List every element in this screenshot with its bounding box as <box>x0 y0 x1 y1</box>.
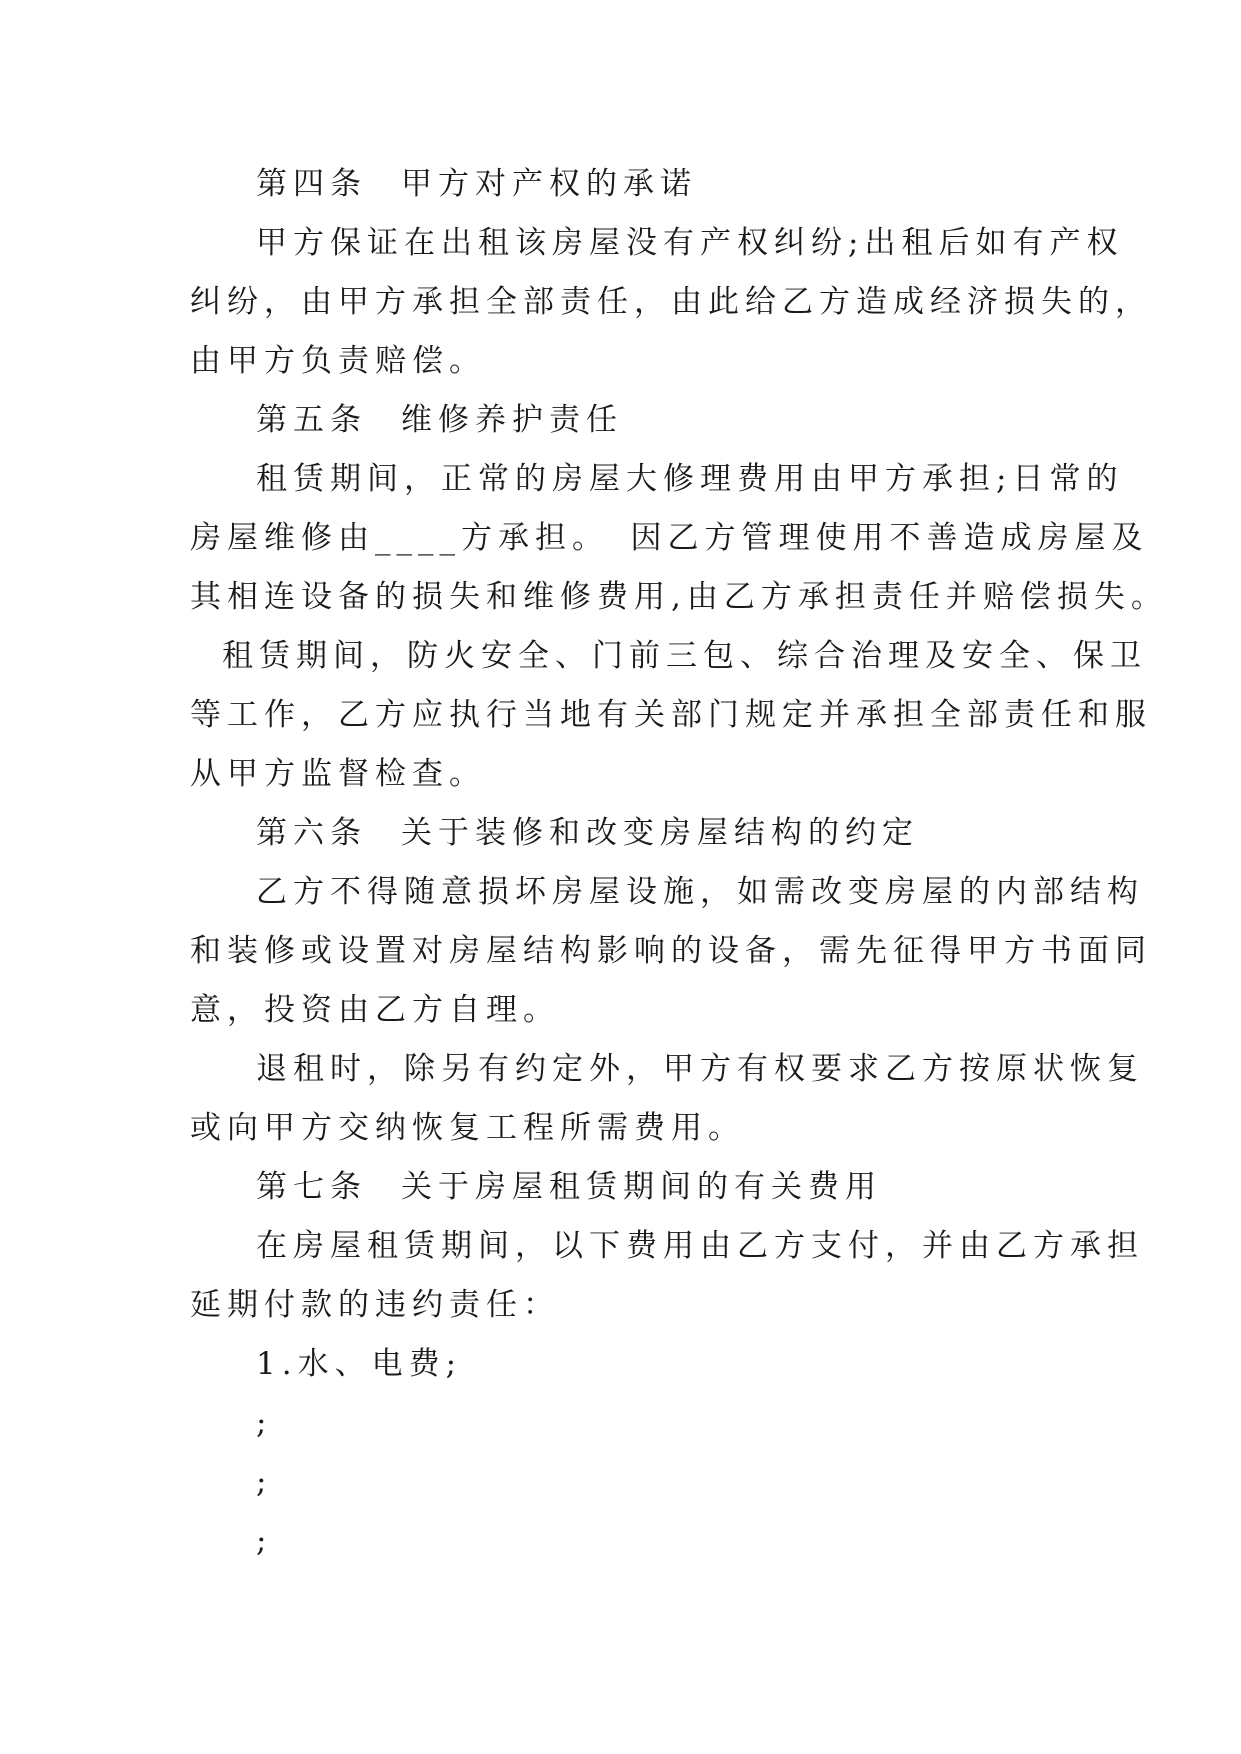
article-4-number: 第四条 <box>256 166 367 202</box>
article-5-paragraph-line: 租赁期间，防火安全、门前三包、综合治理及安全、保卫 <box>222 638 1147 674</box>
article-4-paragraph-line: 甲方保证在出租该房屋没有产权纠纷;出租后如有产权 <box>256 225 1124 261</box>
article-6-heading <box>190 804 1060 863</box>
article-4-title: 甲方对产权的承诺 <box>401 166 697 202</box>
article-5-paragraph-line: 房屋维修由____方承担。 因乙方管理使用不善造成房屋及 <box>190 520 1149 556</box>
article-7-title: 关于房屋租赁期间的有关费用 <box>401 1169 882 1205</box>
article-5-paragraph-line: 其相连设备的损失和维修费用,由乙方承担责任并赔偿损失。 <box>190 579 1168 615</box>
article-5-paragraph-line: 等工作，乙方应执行当地有关部门规定并承担全部责任和服 <box>190 697 1152 733</box>
article-4-paragraph-line: 由甲方负责赔偿。 <box>190 343 486 379</box>
article-6-paragraph-line: 和装修或设置对房屋结构影响的设备，需先征得甲方书面同 <box>190 933 1152 969</box>
fee-list-item: ; <box>256 1464 273 1500</box>
article-7-number: 第七条 <box>256 1169 367 1205</box>
article-5-paragraph-line: 从甲方监督检查。 <box>190 756 486 792</box>
article-6-number: 第六条 <box>256 815 367 851</box>
article-6-title: 关于装修和改变房屋结构的约定 <box>401 815 919 851</box>
article-6-paragraph-line: 意，投资由乙方自理。 <box>190 992 560 1028</box>
document-body <box>190 155 1168 1571</box>
fee-list-item: ; <box>256 1405 273 1441</box>
article-6-paragraph-line: 退租时，除另有约定外，甲方有权要求乙方按原状恢复 <box>256 1051 1144 1087</box>
article-5-heading <box>190 391 1060 450</box>
article-5-title: 维修养护责任 <box>401 402 623 438</box>
article-5-number: 第五条 <box>256 402 367 438</box>
article-7-paragraph-line: 在房屋租赁期间，以下费用由乙方支付，并由乙方承担 <box>256 1228 1144 1264</box>
article-6-paragraph-line: 或向甲方交纳恢复工程所需费用。 <box>190 1110 745 1146</box>
article-6-paragraph-line: 乙方不得随意损坏房屋设施，如需改变房屋的内部结构 <box>256 874 1144 910</box>
article-4-paragraph-line: 纠纷，由甲方承担全部责任，由此给乙方造成经济损失的， <box>190 284 1152 320</box>
article-7-heading <box>190 1158 1060 1217</box>
article-7-paragraph-line: 延期付款的违约责任： <box>190 1287 560 1323</box>
fee-list-item: ; <box>256 1523 273 1559</box>
article-5-paragraph-line: 租赁期间，正常的房屋大修理费用由甲方承担;日常的 <box>256 461 1124 497</box>
fee-list-item: 1.水、电费; <box>256 1346 463 1382</box>
article-4-heading <box>190 155 1060 214</box>
